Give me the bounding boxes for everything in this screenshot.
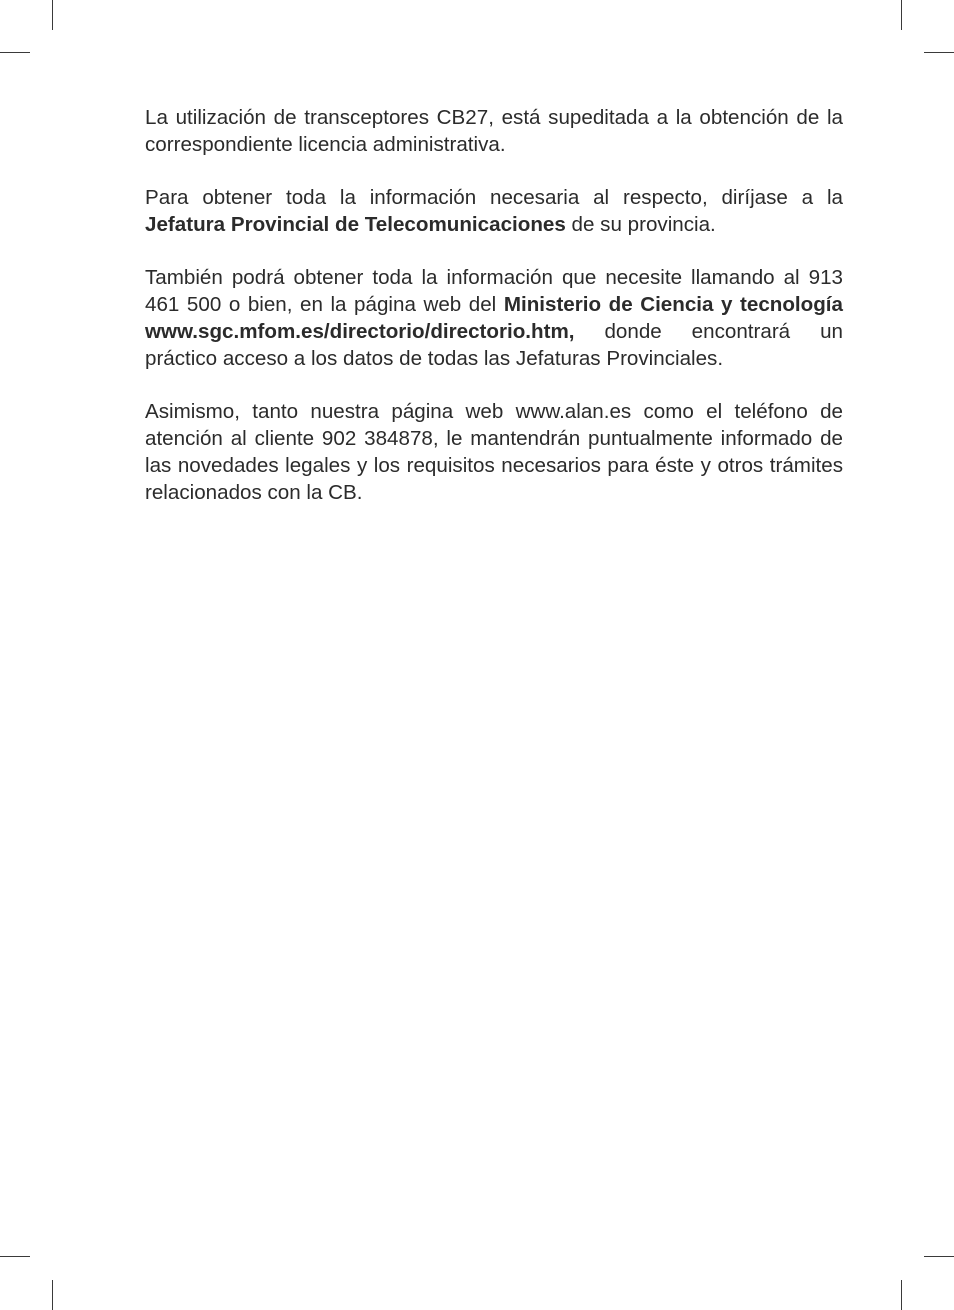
text-segment: También podrá obtener toda la información que necesite llamando al 913 461 500 o bien, en la página web del <box>145 266 843 316</box>
bold-text-segment: Jefatura Provincial de Telecomunicaciones <box>145 213 566 236</box>
crop-mark <box>52 1280 53 1310</box>
crop-mark <box>52 0 53 30</box>
text-segment: Para obtener toda la información necesaria al respecto, diríjase a la <box>145 186 843 209</box>
text-segment: Asimismo, tanto nuestra página web www.alan.es como el teléfono de atención al cliente 902 384878, le mantendrán puntualmente informado de las novedades legales y los requisitos necesarios para éste y otros trámites relacionados con la CB. <box>145 400 843 504</box>
crop-mark <box>924 1256 954 1257</box>
crop-mark <box>901 1280 902 1310</box>
paragraph-jefatura <box>145 184 843 238</box>
document-body <box>145 104 843 532</box>
paragraph-license <box>145 104 843 158</box>
text-segment: donde encontrará un práctico acceso a los datos de todas las Jefaturas Provinciales. <box>145 320 843 370</box>
bold-text-segment: Ministerio de Ciencia y tecnología www.sgc.mfom.es/directorio/directorio.htm, <box>145 293 843 343</box>
crop-mark <box>0 1256 30 1257</box>
crop-mark <box>924 52 954 53</box>
paragraph-ministerio <box>145 264 843 372</box>
paragraph-contact <box>145 398 843 506</box>
crop-mark <box>0 52 30 53</box>
text-segment: La utilización de transceptores CB27, está supeditada a la obtención de la correspondiente licencia administrativa. <box>145 106 843 156</box>
text-segment: de su provincia. <box>565 213 716 236</box>
crop-mark <box>901 0 902 30</box>
